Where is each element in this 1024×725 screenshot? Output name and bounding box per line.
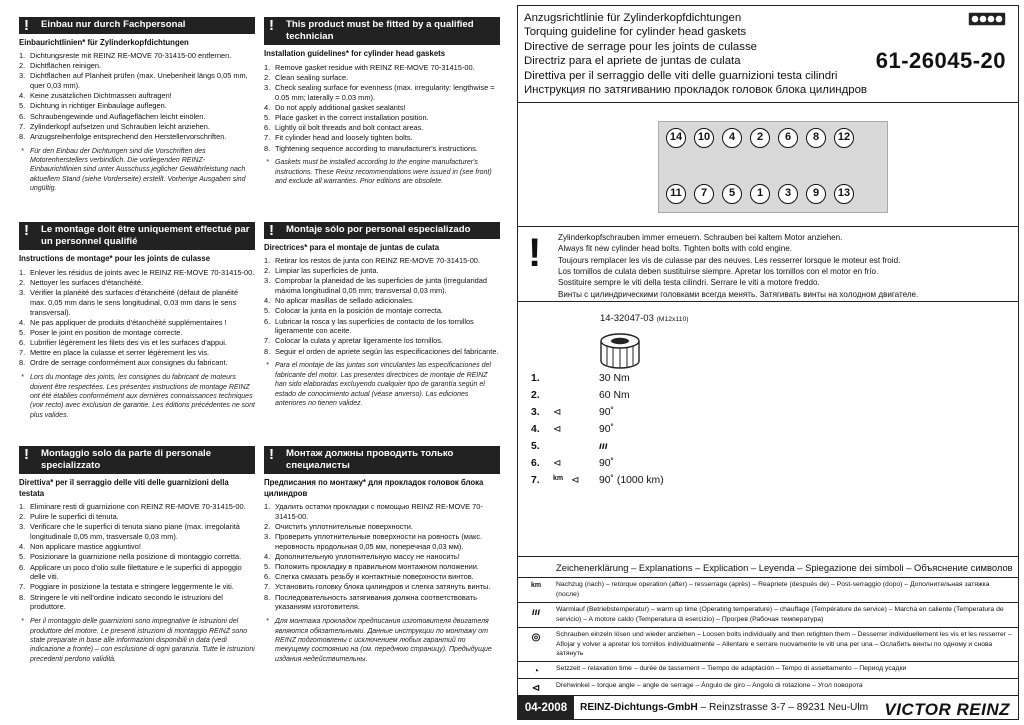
torque-steps [518, 302, 1018, 557]
footnote: * Für den Einbau der Dichtungen sind die Vorschriften des Motorenherstellers verbindlich. Die vorliegenden REINZ-Einbaurichtlinien sind unter Ausschuss jeglicher Gewährleistung nach aktuellem Stand (siehe Vorderseite) erstellt. Vorherige Ausgaben sind ungültig. [21, 147, 246, 193]
legend-row: ⊲ Drehwinkel – torque angle – angle de serrage – Ángulo de giro – Angolo di rotazione – Угол поворота [518, 678, 1018, 695]
warning-exclamation-icon: ! [269, 17, 274, 34]
footer [518, 695, 1018, 719]
list-item: 2. Clean sealing surface. [264, 72, 349, 82]
instruction-lines [558, 232, 918, 300]
section-es [264, 222, 500, 409]
list-item: 5. Poser le joint en position de montage correcte. [19, 327, 183, 337]
instruction-line: Always fit new cylinder head bolts. Tighten bolts with cold engine. [558, 244, 792, 254]
list-item: 6. Applicare un poco d'olio sulle filettature e le superfici di appoggio delle viti. [19, 562, 242, 582]
section-header: ! Монтаж должны проводить только специалисты [264, 446, 500, 474]
footnote: * Para el montaje de las juntas son vinculantes las especificaciones del fabricante del motor. Las presentes directrices de montaje de REINZ han sido elaboradas excluyendo cualquier tipo de garantía según el estado de conocimiento actual (véase anverso). Las ediciones anteriores no tienen validez. [266, 362, 491, 408]
bolt-marker: 14 [666, 128, 686, 148]
list-item: 1. Remove gasket residue with REINZ RE-MOVE 70-31415-00. [264, 62, 475, 72]
title-line: Direttiva per il serraggio delle viti delle guarnizioni testa cilindri [524, 69, 838, 82]
retorque-km-icon: km [553, 475, 564, 482]
section-header: ! Montaje sólo por personal especializado [264, 222, 500, 239]
warning-exclamation-icon: ! [24, 17, 29, 34]
warning-exclamation-icon: ! [269, 222, 274, 239]
retorque-km-icon: km [530, 582, 542, 589]
bolt-marker: 1 [750, 184, 770, 204]
relaxation-time-icon: ◔ [532, 666, 540, 677]
torque-angle-icon: ⊲ [553, 424, 562, 435]
steps-list [264, 63, 500, 154]
company-address: REINZ-Dichtungs-GmbH – Reinzstrasse 3-7 – 89231 Neu-Ulm [580, 702, 869, 713]
section-subtitle: Einbaurichtlinien* für Zylinderkopfdichtungen [19, 37, 189, 47]
list-item: 4. Ne pas appliquer de produits d'étanchéité supplémentaires ! [19, 317, 227, 327]
bolt-marker: 10 [694, 128, 714, 148]
list-item: 5. Colocar la junta en la posición de montaje correcta. [264, 306, 444, 316]
list-item: 7. Poggiare in posizione la testata e stringere leggermente le viti. [19, 582, 234, 592]
bolt-marker: 9 [806, 184, 826, 204]
legend-row: ◎ Schrauben einzeln lösen und wieder anziehen – Loosen bolts individually and then retighten them – Desserrer individuellement les vis et les resserrer – Aflojar y volver a apretar los tornillos individualmente – Allentare e serrare nuovamente le viti una per una – Ослабить винты по одному и снова затянуть [518, 627, 1018, 661]
list-item: 6. Слегка смазать резьбу и контактные поверхности винтов. [264, 572, 474, 582]
torque-step: 6. ⊲ 90˚ [531, 458, 615, 469]
torque-step: 2. 60 Nm [531, 390, 630, 401]
bolt-marker: 7 [694, 184, 714, 204]
section-it [19, 446, 255, 664]
list-item: 3. Comprobar la planeidad de las superficies de junta (irregularidad máxima longitudinal 0,05 mm; transversal 0,03 mm). [264, 276, 487, 296]
legend-title: Zeichenerklärung – Explanations – Explication – Leyenda – Spiegazione dei simboli – Объяснение символов [556, 562, 1013, 573]
steps-list [264, 256, 500, 356]
bolt-marker: 2 [750, 128, 770, 148]
bolt-marker: 8 [806, 128, 826, 148]
title-line: Directriz para el apriete de juntas de culata [524, 55, 741, 68]
section-subtitle: Direttiva* per il serraggio delle viti delle guarnizioni della testata [19, 478, 229, 498]
socket-tool-icon [598, 332, 642, 370]
instruction-line: Toujours remplacer les vis de culasse par des neuves. Les resserrer lorsque le moteur est froid. [558, 255, 901, 265]
list-item: 7. Установить головку блока цилиндров и слегка затянуть винты. [264, 582, 491, 592]
title-line: Torquing guideline for cylinder head gaskets [524, 26, 747, 39]
list-item: 8. Tightening sequence according to manufacturer's instructions. [264, 143, 478, 153]
gasket-icon [968, 12, 1006, 26]
bolt-sequence-diagram [518, 103, 1018, 227]
section-subtitle: Directrices* para el montaje de juntas de culata [264, 242, 440, 252]
list-item: 3. Проверить уплотнительные поверхности на ровность (макс. неровность продольная 0,05 мм, поперечная 0,03 мм). [264, 532, 483, 551]
torque-step: 4. ⊲ 90˚ [531, 424, 615, 435]
bolt-marker: 6 [778, 128, 798, 148]
list-item: 6. Lubrifier légèrement les filets des vis et les surfaces d'appui. [19, 338, 227, 347]
title-lines [524, 11, 867, 98]
bolt-marker: 13 [834, 184, 854, 204]
bolt-marker: 12 [834, 128, 854, 148]
section-header: ! Le montage doit être uniquement effectué par un personnel qualifié [19, 222, 255, 250]
section-header: ! Montaggio solo da parte di personale specializzato [19, 446, 255, 474]
torque-step: 1. 30 Nm [531, 373, 630, 384]
list-item: 2. Limpiar las superficies de junta. [264, 266, 379, 276]
section-fr [19, 222, 255, 420]
torque-step: 7. km ⊲ 90˚ (1000 km) [531, 475, 664, 486]
symbol-legend [518, 557, 1018, 695]
list-item: 5. Place gasket in the correct installation position. [264, 113, 429, 123]
title-line: Directive de serrage pour les joints de culasse [524, 40, 757, 53]
list-item: 1. Удалить остатки прокладки с помощью REINZ RE-MOVE 70-31415-00. [264, 501, 483, 521]
bolt-marker: 3 [778, 184, 798, 204]
steps-list [19, 51, 255, 142]
cylinder-head-outline [658, 121, 888, 213]
footnote: * Для монтажа прокладок предписания изготовителя двигателя являются обязательными. Данные инструкции по монтажу от REINZ подготовлены с исключением любых гарантий по текущему состоянию на (см. переднюю страницу). Предыдущие издания недействительны. [266, 618, 492, 663]
warm-up-icon: ııı [599, 441, 608, 452]
section-ru [264, 446, 500, 664]
legend-row: ◔ Setzzeit – relaxation time – durée de tassement – Tiempo de adaptación – Tempo di assettamento – Период усадки [518, 661, 1018, 678]
list-item: 1. Retirar los restos de junta con REINZ RE-MOVE 70-31415-00. [264, 255, 480, 265]
list-item: 8. Anzugsreihenfolge entsprechend den Herstellervorschriften. [19, 131, 227, 141]
section-en [264, 17, 500, 187]
torque-angle-icon: ⊲ [531, 683, 541, 694]
title-line: Инструкция по затягиванию прокладок головок блока цилиндров [524, 84, 867, 97]
torque-step: 5. ııı [531, 441, 608, 452]
bolt-instructions [518, 227, 1018, 302]
list-item: 4. Do not apply additional gasket sealants! [264, 102, 406, 112]
warning-exclamation-icon: ! [269, 446, 274, 463]
list-item: 8. Ordre de serrage conformément aux consignes du fabricant. [19, 358, 228, 368]
list-item: 4. No aplicar masillas de sellado adicionales. [264, 296, 414, 306]
warm-up-icon: ııı [531, 607, 541, 618]
footnote: * Lors du montage des joints, les consignes du fabricant de moteurs doivent être respectées. Les présentes instructions de montage REINZ ont été établies conformément aux dernières connaissances techniques (voir recto) avec exclusion de garantie. Les éditions précédentes ne sont plus valides. [21, 374, 255, 419]
list-item: 3. Verificare che le superfici di tenuta siano piane (max. irregolarità longitudinale 0,05 mm, trasversale 0,03 mm). [19, 522, 240, 542]
torque-angle-icon: ⊲ [553, 407, 562, 418]
instruction-line: Винты с цилиндрическими головками всегда менять. Затягивать винты на холодном двигателе. [558, 289, 919, 299]
list-item: 1. Dichtungsreste mit REINZ RE-MOVE 70-31415-00 entfernen. [19, 50, 232, 60]
torque-panel [517, 5, 1019, 720]
list-item: 7. Colocar la culata y apretar ligeramente los tornillos. [264, 336, 444, 346]
instruction-line: Zylinderkopfschrauben immer erneuern. Schrauben bei kaltem Motor anziehen. [558, 233, 843, 242]
instruction-line: Sostituire sempre le viti della testa cilindri. Serrare le viti a motore freddo. [558, 278, 820, 288]
list-item: 4. Keine zusätzlichen Dichtmassen auftragen! [19, 91, 172, 101]
torque-angle-icon: ⊲ [571, 475, 580, 486]
steps-list [19, 268, 255, 368]
steps-list [19, 502, 255, 612]
edition-date: 04-2008 [518, 696, 574, 720]
title-line: Anzugsrichtlinie für Zylinderkopfdichtungen [524, 12, 742, 24]
list-item: 2. Очистить уплотнительные поверхности. [264, 521, 413, 531]
torque-step: 3. ⊲ 90˚ [531, 407, 615, 418]
list-item: 8. Seguir el orden de apriete según las especificaciones del fabricante. [264, 346, 499, 356]
footnote: * Per il montaggio delle guarnizioni sono impegnative le istruzioni del produttore del motore. Le presenti istruzioni di montaggio REINZ sono state preparate in base alle informazioni disponibili in data (vedi indicazione a fronte) – con esclusione di ogni garanzia. Tutte le istruzioni precedenti perdono validità. [21, 618, 255, 663]
section-header: ! This product must be fitted by a qualified technician [264, 17, 500, 45]
warning-exclamation-icon: ! [528, 231, 542, 275]
list-item: 2. Dichtflächen reinigen. [19, 61, 102, 71]
list-item: 2. Nettoyer les surfaces d'étanchéité. [19, 277, 144, 287]
list-item: 3. Check sealing surface for evenness (max. irregularity: lengthwise = 0.05 mm; laterally = 0.03 mm). [264, 83, 495, 102]
list-item: 3. Vérifier la planéité des surfaces d'étanchéité (défaut de planéité max. 0,05 mm dans le sens longitudinal, 0,03 mm dans le sens transversal). [19, 288, 239, 317]
list-item: 4. Non applicare mastice aggiuntivo! [19, 542, 141, 552]
section-subtitle: Installation guidelines* for cylinder head gaskets [264, 49, 446, 59]
section-subtitle: Предписания по монтажу* для прокладок головок блока цилиндров [264, 478, 484, 498]
list-item: 4. Дополнительную уплотнительную массу не наносить! [264, 551, 460, 561]
loosen-retighten-icon: ◎ [531, 632, 541, 643]
section-de [19, 17, 255, 194]
instruction-line: Los tornillos de culata deben sustituirse siempre. Apretar los tornillos con el motor en frío. [558, 266, 879, 276]
tool-number: 14-32047-03 (M12x110) [600, 313, 689, 324]
list-item: 5. Dichtung in richtiger Einbaulage auflegen. [19, 101, 167, 111]
list-item: 7. Zylinderkopf aufsetzen und Schrauben leicht anziehen. [19, 121, 210, 131]
list-item: 8. Последовательность затягивания должна соответствовать указаниям изготовителя. [264, 592, 477, 612]
footnote: * Gaskets must be installed according to the engine manufacturer's instructions. These Reinz recommendations were issued in (see front) and exclude all warranties. Prior editions are obsolete. [266, 159, 492, 186]
list-item: 6. Schraubengewinde und Auflageflächen leicht einölen. [19, 111, 206, 121]
list-item: 6. Lubricar la rosca y las superficies de contacto de los tornillos ligeramente con aceite. [264, 316, 474, 336]
list-item: 5. Положить прокладку в правильном монтажном положении. [264, 562, 479, 572]
warning-exclamation-icon: ! [24, 222, 29, 239]
legend-row: ııı Warmlauf (Betriebstemperatur) – warm up time (Operating temperature) – chauffage (Température de service) – Marcha en caliente (Temperatura de servicio) – A motore caldo (Temperatura di esercizio) – Прогрев (Рабочая температура) [518, 602, 1018, 627]
section-subtitle: Instructions de montage* pour les joints de culasse [19, 254, 211, 264]
list-item: 5. Posizionare la guarnizione nella posizione di montaggio corretta. [19, 552, 242, 562]
legend-row: km Nachzug (nach) – retorque operation (after) – resserrage (après) – Reapriete (después de) – Post-serraggio (dopo) – Дополнительная затяжка (после) [518, 577, 1018, 602]
part-number: 61-26045-20 [875, 48, 1006, 73]
section-header: ! Einbau nur durch Fachpersonal [19, 17, 255, 34]
warning-exclamation-icon: ! [24, 446, 29, 463]
panel-header [518, 6, 1018, 103]
list-item: 8. Stringere le viti nell'ordine indicato secondo le istruzioni del produttore. [19, 592, 223, 612]
list-item: 7. Mettre en place la culasse et serrer légèrement les vis. [19, 348, 210, 358]
bolt-marker: 4 [722, 128, 742, 148]
list-item: 1. Enlever les résidus de joints avec le REINZ RE-MOVE 70-31415-00. [19, 267, 255, 277]
list-item: 2. Pulire le superfici di tenuta. [19, 512, 119, 522]
list-item: 6. Lightly oil bolt threads and bolt contact areas. [264, 123, 424, 133]
bolt-marker: 5 [722, 184, 742, 204]
list-item: 3. Dichtflächen auf Planheit prüfen (max. Unebenheit längs 0,05 mm, quer 0,03 mm). [19, 71, 248, 91]
torque-angle-icon: ⊲ [553, 458, 562, 469]
brand-logo: VICTOR REINZ [884, 700, 1010, 719]
bolt-marker: 11 [666, 184, 686, 204]
list-item: 1. Eliminare resti di guarnizione con REINZ RE-MOVE 70-31415-00. [19, 501, 246, 511]
list-item: 7. Fit cylinder head and loosely tighten bolts. [264, 133, 413, 143]
steps-list [264, 502, 500, 612]
